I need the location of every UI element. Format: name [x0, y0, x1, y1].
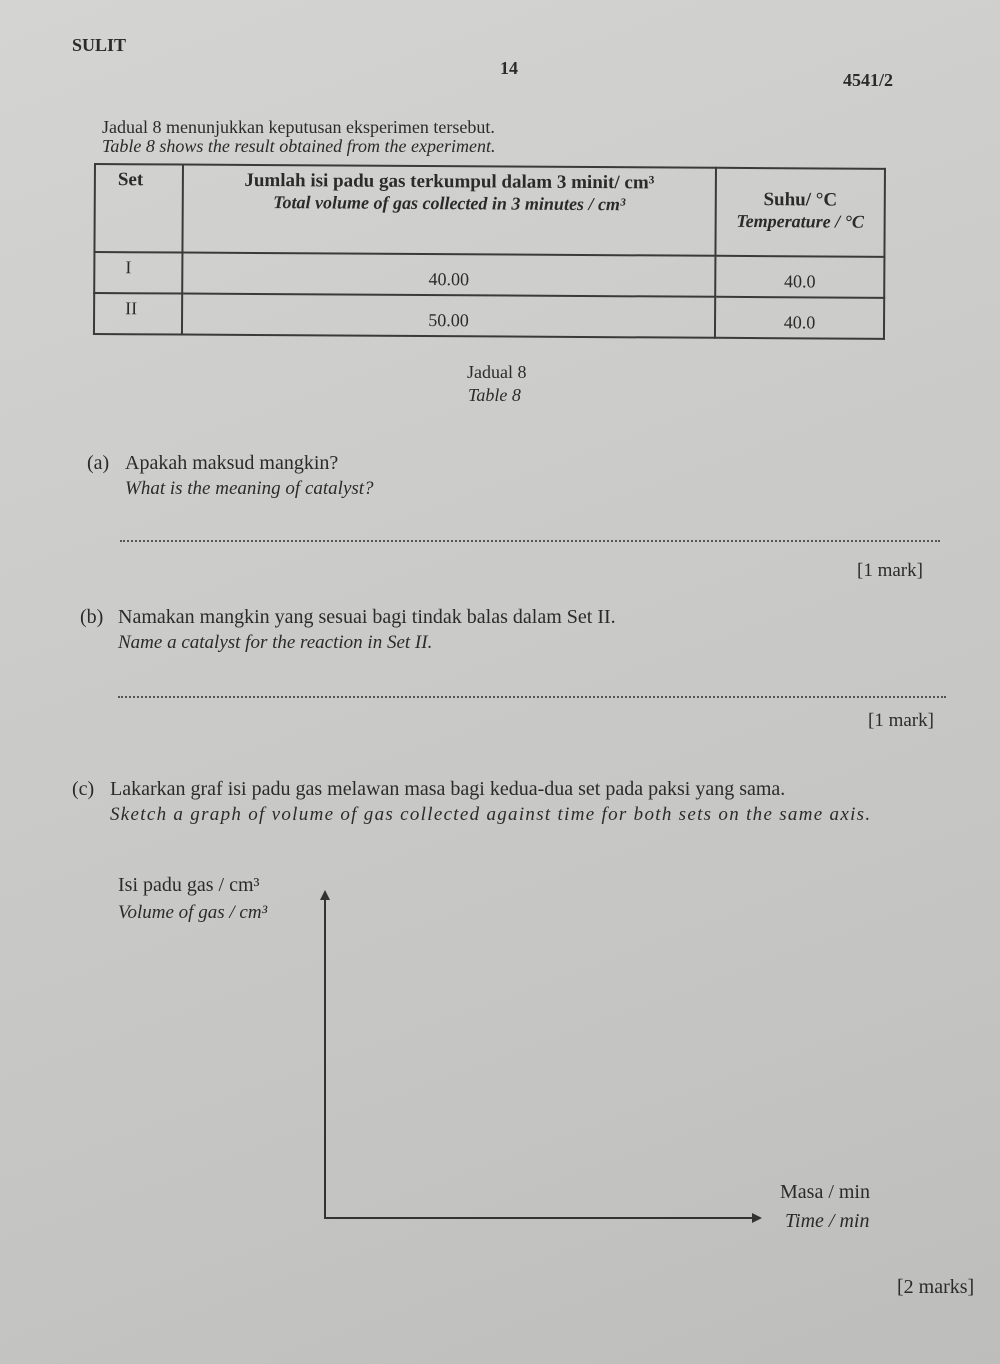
y-axis — [324, 898, 326, 1218]
question-a-malay: Apakah maksud mangkin? — [125, 452, 339, 474]
question-a-english: What is the meaning of catalyst? — [125, 478, 374, 499]
header-volume-malay: Jumlah isi padu gas terkumpul dalam 3 minit/ cm³ — [244, 169, 655, 194]
header-volume-english: Total volume of gas collected in 3 minutes / cm³ — [273, 192, 626, 215]
x-axis-label-english: Time / min — [785, 1210, 870, 1232]
row-volume: 50.00 — [182, 294, 715, 338]
paper-code: 4541/2 — [843, 70, 894, 90]
header-set: Set — [94, 164, 183, 253]
question-c-english: Sketch a graph of volume of gas collected against time for both sets on the same axis. — [110, 804, 872, 825]
row-set: II — [94, 293, 182, 335]
table-header-row — [94, 164, 885, 257]
x-axis-label-malay: Masa / min — [780, 1181, 870, 1203]
x-axis-arrow-icon — [752, 1213, 762, 1223]
header-temp-malay: Suhu/ °C — [763, 189, 838, 211]
answer-line-a[interactable] — [120, 540, 940, 542]
row-volume: 40.00 — [182, 253, 715, 297]
answer-line-b[interactable] — [118, 696, 946, 698]
question-b-malay: Namakan mangkin yang sesuai bagi tindak balas dalam Set II. — [118, 606, 616, 628]
y-axis-arrow-icon — [320, 890, 330, 900]
row-set: I — [94, 252, 182, 294]
question-c-marks: [2 marks] — [897, 1276, 975, 1298]
table-caption-malay: Jadual 8 — [467, 362, 527, 382]
x-axis — [324, 1217, 754, 1219]
table-row — [94, 293, 884, 339]
table-row — [94, 252, 884, 298]
header-temp-english: Temperature / °C — [736, 210, 864, 232]
row-temperature: 40.0 — [715, 256, 884, 298]
row-temperature: 40.0 — [715, 297, 884, 339]
question-a-marks: [1 mark] — [857, 560, 923, 581]
results-table — [93, 163, 886, 340]
y-axis-label-english: Volume of gas / cm³ — [118, 902, 268, 923]
question-a-label: (a) — [87, 452, 110, 474]
table-caption-english: Table 8 — [468, 385, 521, 405]
question-b-english: Name a catalyst for the reaction in Set II. — [118, 632, 433, 653]
question-c-label: (c) — [72, 778, 95, 800]
y-axis-label-malay: Isi padu gas / cm³ — [118, 874, 260, 896]
intro-malay: Jadual 8 menunjukkan keputusan eksperimen tersebut. — [102, 117, 495, 137]
intro-english: Table 8 shows the result obtained from the experiment. — [102, 136, 496, 156]
question-b-marks: [1 mark] — [868, 710, 934, 731]
question-c-malay: Lakarkan graf isi padu gas melawan masa bagi kedua-dua set pada paksi yang sama. — [110, 778, 786, 800]
sulit-label: SULIT — [72, 35, 127, 55]
page-number: 14 — [500, 58, 518, 78]
question-b-label: (b) — [80, 606, 104, 628]
